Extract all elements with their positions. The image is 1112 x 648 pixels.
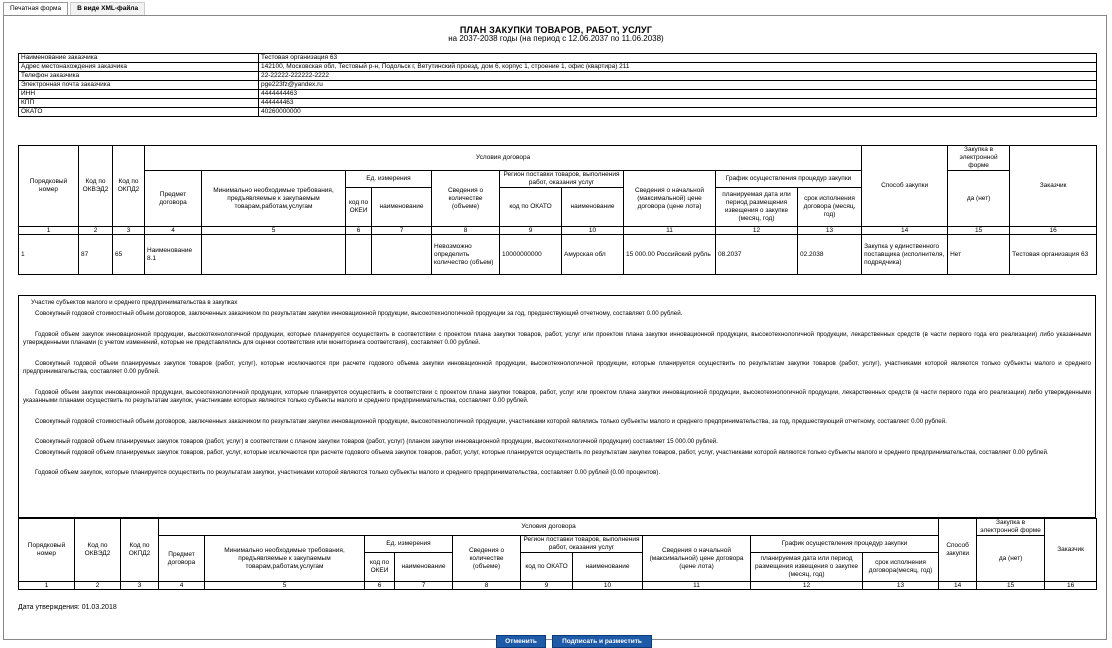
table-row: ОКАТО 40260000000 xyxy=(19,108,1097,117)
sme-paragraph: Совокупный годовой стоимостный объем договоров, заключенных заказчиком по результатам закупки инновационной продукции, высокотехнологичной продукции, участниками которой являлись только субъекты малого и среднего предпринимательства, за год, предшествующий отчетному, составляет 0.00 рублей. xyxy=(35,418,947,425)
table-row: 1 2 3 4 5 6 7 8 9 10 11 12 13 14 15 16 xyxy=(19,227,1097,235)
tab-bar xyxy=(3,2,147,15)
sme-paragraph: Годовой объем закупок, которые планируется осуществить по результатам закупки, участниками которой являются только субъекты малого и среднего предпринимательства, составляет 0.00 рублей (0.00 процентов). xyxy=(35,468,661,476)
table-row: ИНН 4444444463 xyxy=(19,90,1097,99)
sme-heading: Участие субъектов малого и среднего предпринимательства в закупках xyxy=(31,299,238,306)
approval-date: Дата утверждения: 01.03.2018 xyxy=(18,604,117,611)
customer-info-table xyxy=(18,53,1097,117)
sme-participation-section xyxy=(18,295,1096,518)
sme-procurement-table: Порядковый номер Код по ОКВЭД2 Код по ОКПД2 Условия договора Способ закупки Закупка в электронной форме Заказчик Предмет договора Минимально необходимые требования, предъявляемые к закупаемым товарам,работам,услугам Ед. измерения Сведения о количестве (объеме) Регион поставки товаров, выполнения работ, оказания услуг Сведения о начальной (максимальной) цене договора (цене лота) График осуществления процедур закупки да (нет) код по ОКЕИ наименование код по ОКАТО наименование планируемая дата или период размещения извещения о закупке (месяц, год) срок исполнения договора(месяц, год) 1 2 3 4 5 6 7 8 9 10 11 12 13 14 15 16 xyxy=(18,518,1097,590)
sme-paragraph: Годовой объем закупок инновационной продукции, высокотехнологичной продукции, которые планируется осуществить в соответствии с проектом плана закупки товаров, работ, услуг или проектом плана закупки инновационной продукции, высокотехнологичной продукции, лекарственных средств (в части первого года его реализации) либо указанными утвержденными планами (с учетом изменений, которые не представлялись для оценки соответствия или мониторинга соответствия), составляет 0.00 рублей. xyxy=(23,331,1091,346)
tab-print-form[interactable]: Печатная форма xyxy=(3,2,68,16)
table-row: Адрес местонахождения заказчика 142100, Московская обл, Тестовый р-н, Подольск г, Ветутинский проезд, дом 6, корпус 1, строение 1, офис (квартира) 211 xyxy=(19,63,1097,72)
table-row: КПП 444444463 xyxy=(19,99,1097,108)
sme-paragraph: Совокупный годовой объем планируемых закупок товаров (работ, услуг) в соответствии с планом закупки товаров (работ, услуг) (планом закупки инновационной продукции, высокотехнологичной продукции) составляет 15 000.00 рублей. xyxy=(35,437,718,445)
sme-paragraph: Совокупный годовой объем планируемых закупок товаров, работ, услуг, которые исключаются при расчете годового объема закупок товаров, работ, услуг, которые планируется осуществить по результатам закупки товаров, работ, услуг, участниками которой являются только субъекты малого и среднего предпринимательства, составляет 0.00 рублей. xyxy=(35,449,1049,456)
page-title: ПЛАН ЗАКУПКИ ТОВАРОВ, РАБОТ, УСЛУГ xyxy=(459,25,653,35)
table-row: Электронная почта заказчика pge223fz@yandex.ru xyxy=(19,81,1097,90)
table-row: Телефон заказчика 22-22222-222222-2222 xyxy=(19,72,1097,81)
table-row: 1 87 65 Наименование 8.1 Невозможно определить количество (объем) 10000000000 Амурская обл 15 000.00 Российский рубль 08.2037 02.2038 Закупка у единственного поставщика (исполнителя, подрядчика) Нет Тестовая организация 63 xyxy=(19,235,1097,275)
table-row: 1 2 3 4 5 6 7 8 9 10 11 12 13 14 15 16 xyxy=(19,582,1097,590)
cancel-button[interactable]: Отменить xyxy=(496,635,546,648)
tab-xml-file[interactable]: В виде XML-файла xyxy=(70,2,145,16)
table-row: Наименование заказчика Тестовая организация 63 xyxy=(19,54,1097,63)
procurement-plan-table: Порядковый номер Код по ОКВЭД2 Код по ОКПД2 Условия договора Способ закупки Закупка в электронной форме Заказчик Предмет договора Минимально необходимые требования, предъявляемые к закупаемым товарам,работам,услугам Ед. измерения Сведения о количестве (объеме) Регион поставки товаров, выполнения работ, оказания услуг Сведения о начальной (максимальной) цене договора (цене лота) График осуществления процедур закупки да (нет) код по ОКЕИ наименование код по ОКАТО наименование планируемая дата или период размещения извещения о закупке (месяц, год) срок исполнения договора (месяц, год) 1 2 3 4 5 6 7 8 9 10 11 12 13 14 15 16 1 87 65 Наименование 8.1 Невозможно определить количество (объем) 10000000000 Амурская обл 15 000.00 Российский рубль 08.2037 02.2038 Закупка у единственного поставщика (исполнителя, подрядчика) Нет Тестовая организация 63 xyxy=(18,145,1097,275)
sme-paragraph: Совокупный годовой стоимостный объем договоров, заключенных заказчиком по результатам закупки инновационной продукции, высокотехнологичной продукции за год, предшествующий отчетному, составляет 0.00 рублей. xyxy=(35,309,683,317)
sme-paragraph: Годовой объем закупок инновационной продукции, высокотехнологичной продукции, которые планируется осуществить в соответствии с проектом плана закупки товаров, работ, услуг или проектом плана закупки инновационной продукции, высокотехнологичной продукции, лекарственных средств (в части первого года его реализации) либо утвержденными указанными планами осуществить по результатам закупок, участниками которых являются только субъекты малого и среднего предпринимательства, составляет 0.00 рублей. xyxy=(23,389,1091,404)
sme-paragraph: Совокупный годовой объем планируемых закупок товаров (работ, услуг), которые исключаются при расчете годового объема закупки инновационной продукции, высокотехнологичной продукции, которые планируется осуществить по результатам закупки товаров (работ, услуг), участниками которой являются только субъекты малого и среднего предпринимательства, составляет 0.00 рублей. xyxy=(23,360,1091,375)
sign-and-publish-button[interactable]: Подписать и разместить xyxy=(552,635,652,648)
page-subtitle: на 2037-2038 годы (на период с 12.06.2037 по 11.06.2038) xyxy=(448,34,664,43)
document-frame xyxy=(3,15,1107,645)
